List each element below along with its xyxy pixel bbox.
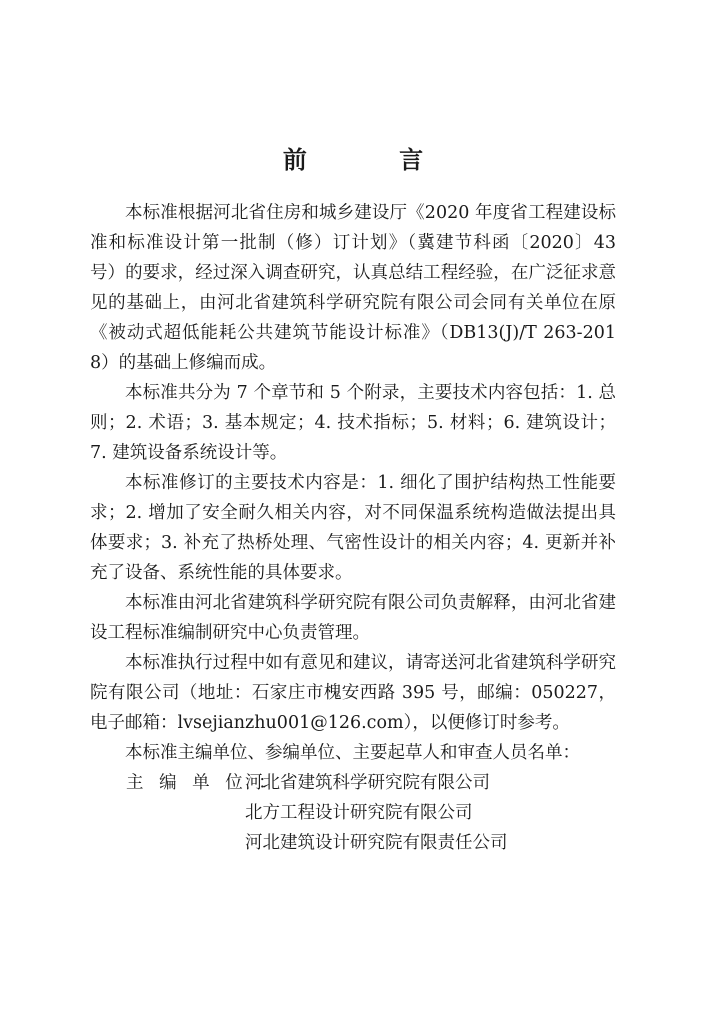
- paragraph-interpretation: 本标准由河北省建筑科学研究院有限公司负责解释，由河北省建设工程标准编制研究中心负责管理。: [90, 593, 616, 643]
- chief-unit-name: 河北建筑设计研究院有限责任公司: [245, 833, 508, 853]
- paragraph-structure: 本标准共分为 7 个章节和 5 个附录，主要技术内容包括：1. 总则；2. 术语；3. 基本规定；4. 技术指标；5. 材料；6. 建筑设计；7. 建筑设备系统设计等。: [90, 383, 616, 463]
- paragraph-revisions: 本标准修订的主要技术内容是：1. 细化了围护结构热工性能要求；2. 增加了安全耐久相关内容，对不同保温系统构造做法提出具体要求；3. 补充了热桥处理、气密性设计的相关内容；4. 更新并补充了设备、系统性能的具体要求。: [90, 473, 616, 583]
- paragraph-feedback: 本标准执行过程中如有意见和建议，请寄送河北省建筑科学研究院有限公司（地址：石家庄市槐安西路 395 号，邮编：050227，电子邮箱：lvsejianzhu001@126.com），以便修订时参考。: [90, 653, 616, 733]
- chief-unit-row: [90, 828, 616, 858]
- page-title: 前 言: [282, 145, 466, 174]
- chief-unit-name: 北方工程设计研究院有限公司: [245, 803, 473, 823]
- paragraph-list-intro: 本标准主编单位、参编单位、主要起草人和审查人员名单：: [125, 743, 580, 763]
- chief-unit-row: [90, 768, 616, 798]
- preface-body: [90, 198, 616, 858]
- chief-unit-row: [90, 798, 616, 828]
- paragraph-basis: 本标准根据河北省住房和城乡建设厅《2020 年度省工程建设标准和标准设计第一批制（修）订计划》（冀建节科函〔2020〕43 号）的要求，经过深入调查研究，认真总结工程经验，在广泛征求意见的基础上，由河北省建筑科学研究院有限公司会同有关单位在原《被动式超低能耗公共建筑节能设计标准》（DB13(J)/T 263-2018）的基础上修编而成。: [90, 203, 616, 373]
- chief-unit-label: 主 编 单 位 ：: [126, 773, 281, 793]
- chief-unit-name: 河北省建筑科学研究院有限公司: [245, 773, 490, 793]
